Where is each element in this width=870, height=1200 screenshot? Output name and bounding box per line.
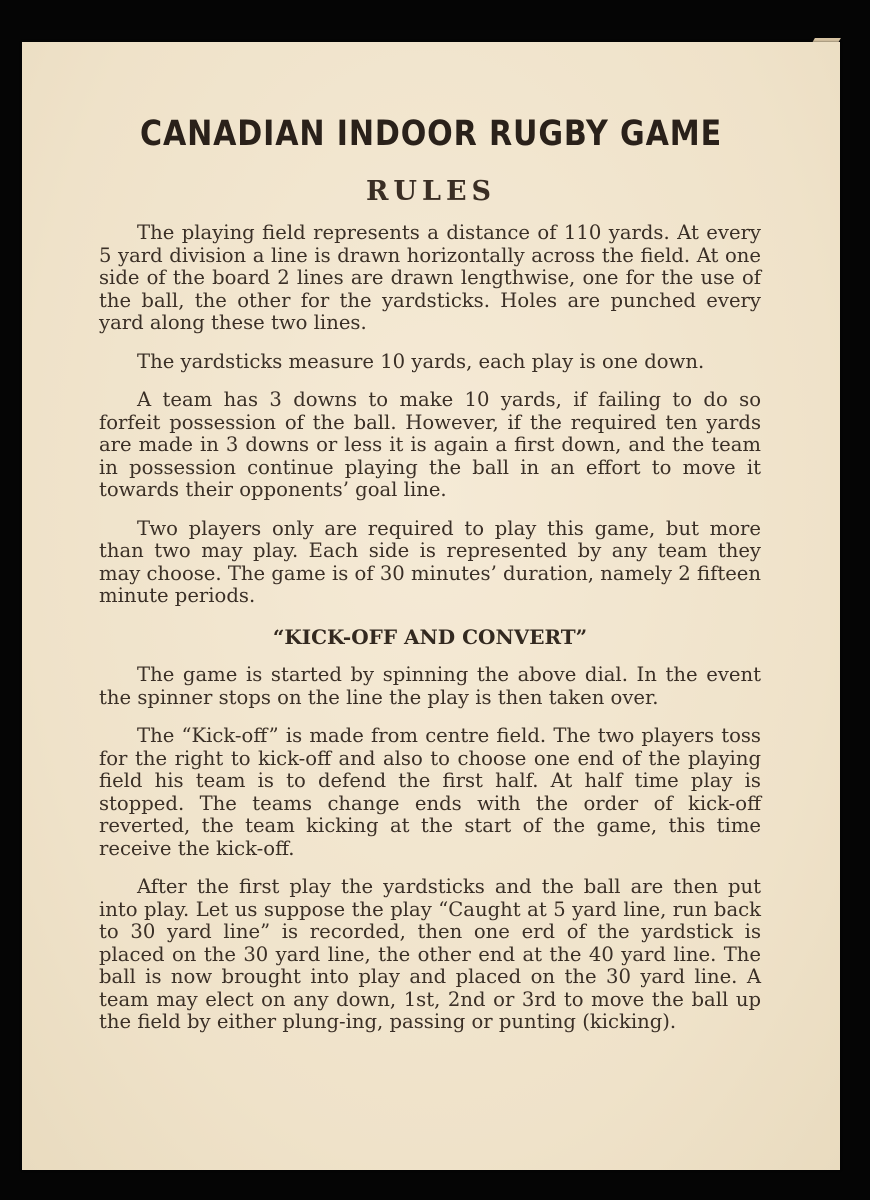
rule-paragraph-downs: A team has 3 downs to make 10 yards, if failing to do so forfeit possession of the ball. However, if the required ten yards are made in 3 downs or less it is again a first down, and the team in possession continue playing the ball in an effort to move it towards their opponents’ goal line.: [99, 388, 761, 501]
rules-body: [99, 222, 761, 1050]
rule-paragraph-yardsticks: The yardsticks measure 10 yards, each play is one down.: [137, 349, 705, 373]
rules-sheet: [22, 42, 840, 1170]
document-subtitle: RULES: [365, 176, 497, 207]
rule-paragraph-players: Two players only are required to play this game, but more than two may play. Each side is represented by any team they may choose. The game is of 30 minutes’ duration, namely 2 fifteen minute periods.: [99, 516, 762, 607]
document-title: CANADIAN INDOOR RUGBY GAME: [139, 114, 723, 154]
rule-paragraph-start: The game is started by spinning the above dial. In the event the spinner stops on the line the play is then taken over.: [99, 663, 761, 709]
rule-paragraph-first-play: After the first play the yardsticks and the ball are then put into play. Let us suppose the play “Caught at 5 yard line, run back to 30 yard line” is recorded, then one erd of the yardstick is placed on the 30 yard line, the other end at the 40 yard line. The ball is now brought into play and placed on the 30 yard line. A team may elect on any down, 1st, 2nd or 3rd to move the ball up the field by either plung-ing, passing or punting (kicking).: [99, 875, 761, 1033]
rule-paragraph-field: The playing field represents a distance of 110 yards. At every 5 yard division a line is drawn horizontally across the field. At one side of the board 2 lines are drawn lengthwise, one for the use of the ball, the other for the yardsticks. Holes are punched every yard along these two lines.: [99, 221, 761, 334]
section-heading-kickoff: “KICK-OFF AND CONVERT”: [272, 624, 588, 649]
rule-paragraph-kickoff: The “Kick-off” is made from centre field. The two players toss for the right to kick-off and also to choose one end of the playing field his team is to defend the first half. At half time play is stopped. The teams change ends with the order of kick-off reverted, the team kicking at the start of the game, this time receive the kick-off.: [99, 724, 761, 860]
